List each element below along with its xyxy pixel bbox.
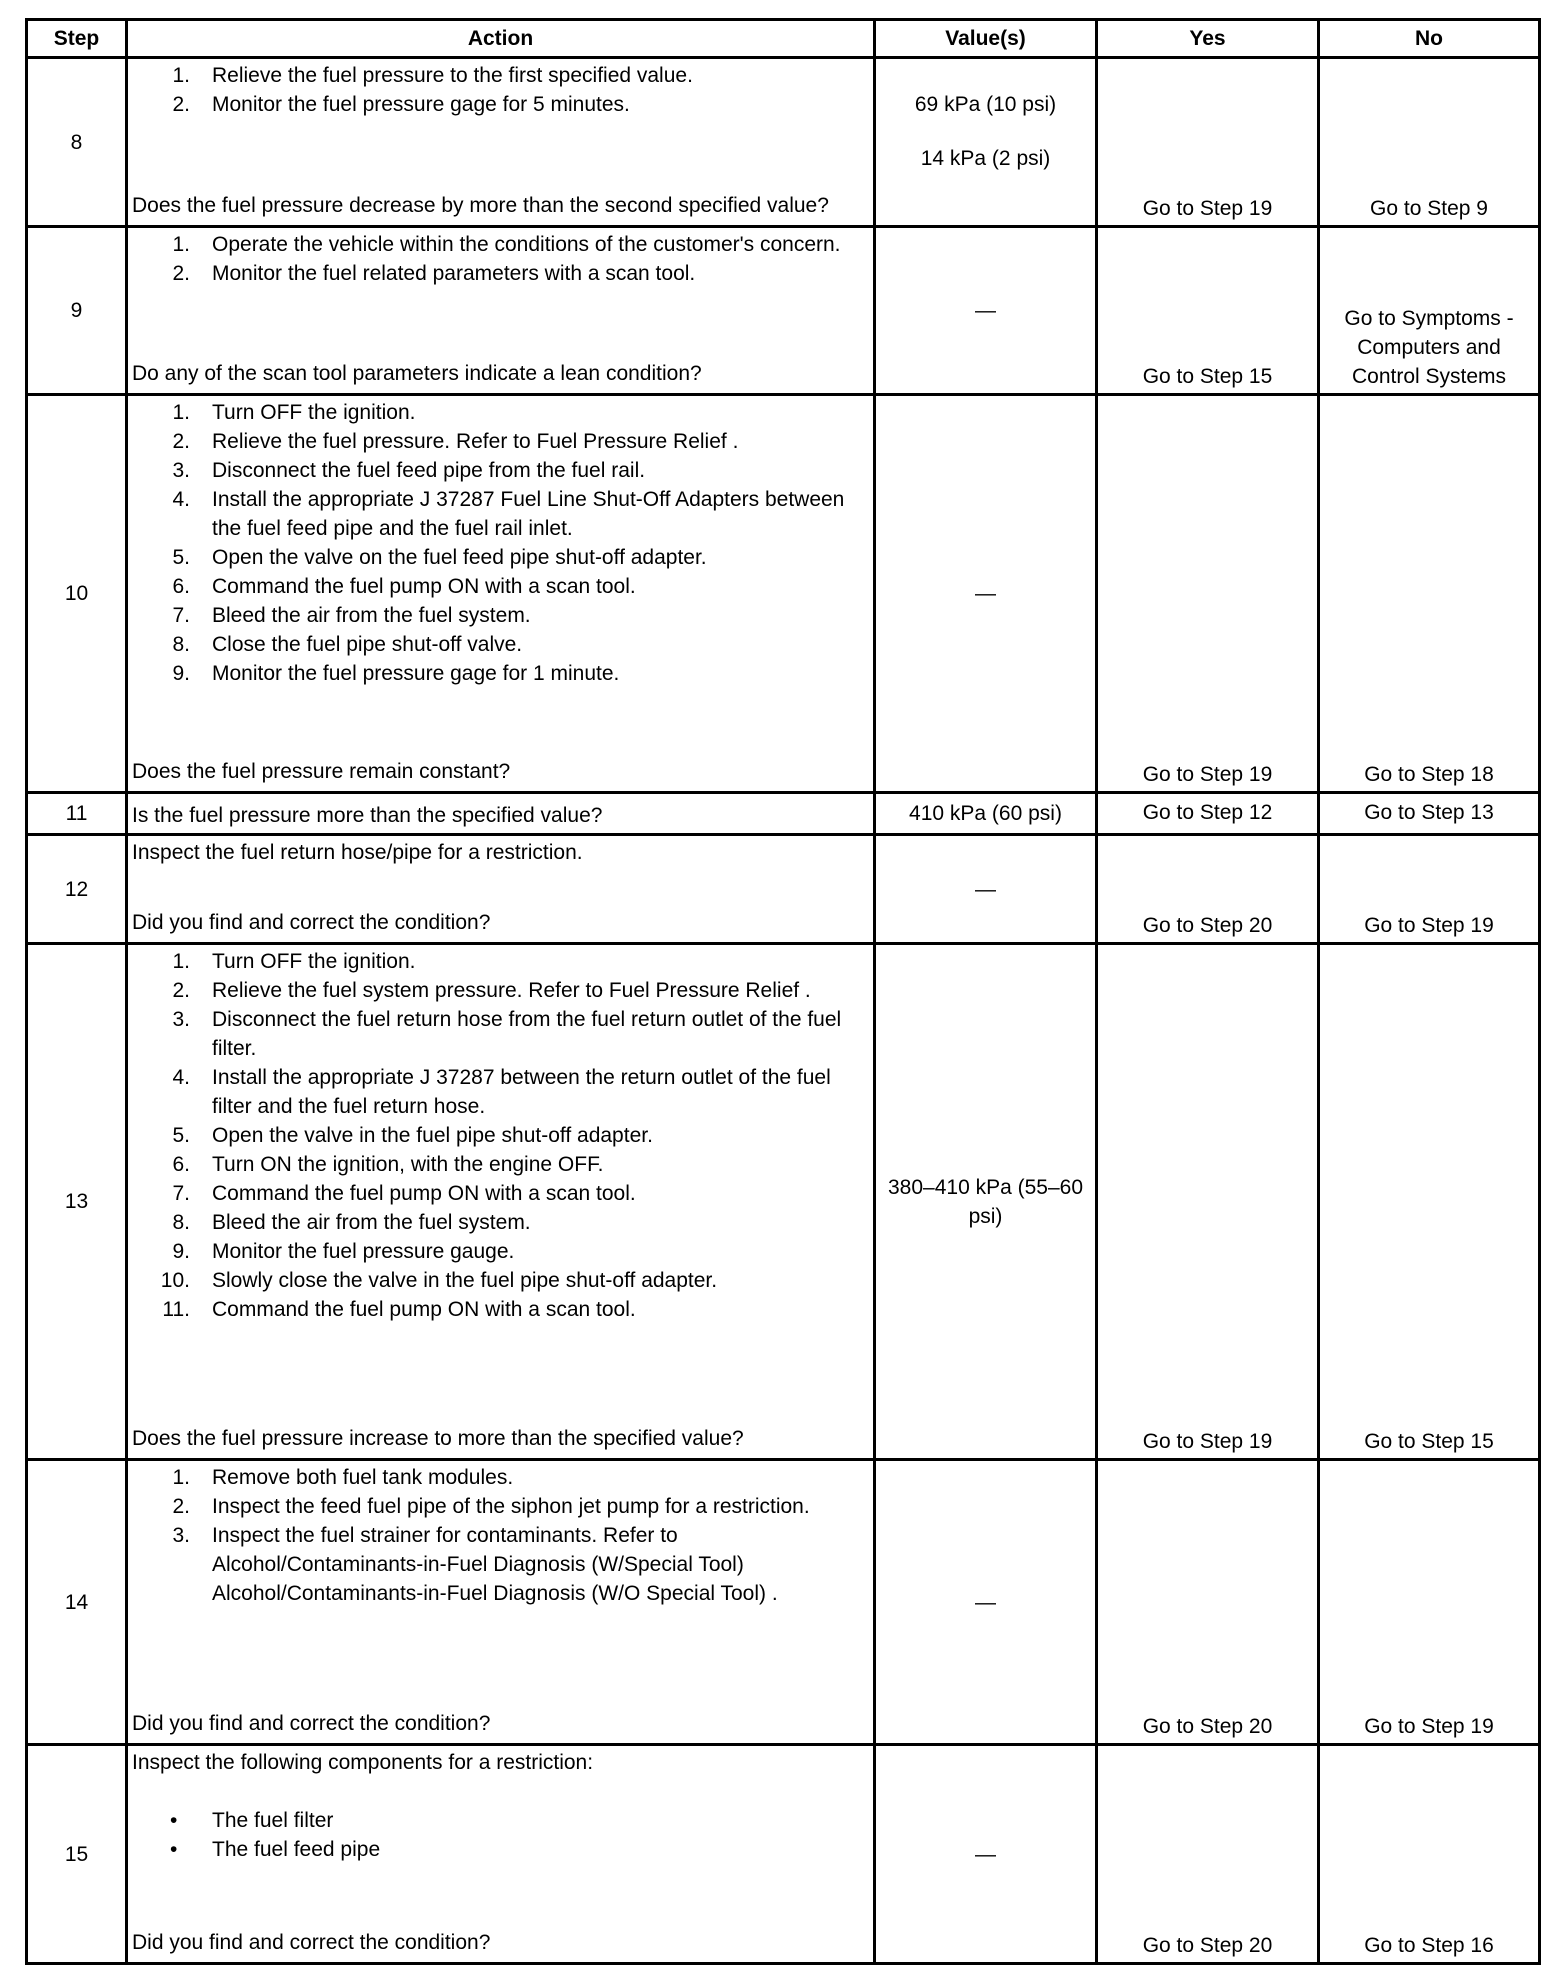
item-number: 3. (172, 459, 190, 482)
no-cell: Go to Symptoms - Computers and Control Systems (1319, 227, 1540, 395)
item-text: Relieve the fuel pressure to the first specified value. (212, 64, 693, 87)
item-text: The fuel filter (212, 1809, 334, 1832)
no-cell: Go to Step 9 (1319, 58, 1540, 227)
values-cell (875, 58, 1097, 227)
step-item (132, 259, 869, 288)
numbered-steps (132, 230, 869, 288)
action-content (132, 1748, 869, 1957)
item-number: 6. (172, 575, 190, 598)
action-cell (127, 793, 875, 835)
item-number: 8. (172, 633, 190, 656)
item-text: Open the valve on the fuel feed pipe shut-off adapter. (212, 546, 707, 569)
action-question: Do any of the scan tool parameters indicate a lean condition? (132, 362, 702, 385)
yes-cell: Go to Step 20 (1097, 1745, 1319, 1964)
bullet-icon: • (170, 1809, 178, 1832)
item-text: Monitor the fuel pressure gauge. (212, 1240, 515, 1263)
item-number: 7. (172, 604, 190, 627)
yes-cell: Go to Step 20 (1097, 835, 1319, 944)
item-text: Relieve the fuel system pressure. Refer to Fuel Pressure Relief . (212, 979, 811, 1002)
item-number: 2. (172, 1495, 190, 1518)
item-text: Remove both fuel tank modules. (212, 1466, 514, 1489)
step-number: 15 (27, 1745, 127, 1964)
yes-cell: Go to Step 19 (1097, 58, 1319, 227)
no-cell: Go to Step 16 (1319, 1745, 1540, 1964)
step-item (132, 90, 869, 119)
step-item (132, 1295, 869, 1324)
item-number: 7. (172, 1182, 190, 1205)
table-row (27, 944, 1540, 1460)
item-number: 5. (172, 1124, 190, 1147)
item-text: Operate the vehicle within the conditions of the customer's concern. (212, 233, 841, 256)
item-text: Monitor the fuel pressure gage for 1 minute. (212, 662, 620, 685)
action-top (132, 230, 869, 288)
step-item (132, 230, 869, 259)
action-content (132, 1463, 869, 1738)
action-top (132, 1463, 869, 1608)
step-number: 13 (27, 944, 127, 1460)
action-top (132, 1748, 869, 1864)
step-item (132, 1063, 869, 1121)
step-item (132, 543, 869, 572)
action-cell (127, 395, 875, 793)
step-number: 14 (27, 1460, 127, 1745)
action-question: Did you find and correct the condition? (132, 1931, 491, 1954)
value-2: 14 kPa (2 psi) (920, 147, 1051, 170)
step-item (132, 659, 869, 688)
item-text: Turn ON the ignition, with the engine OFF. (212, 1153, 604, 1176)
item-number: 2. (172, 262, 190, 285)
value: — (975, 1842, 996, 1866)
step-item (132, 427, 869, 456)
item-text: Monitor the fuel related parameters with a scan tool. (212, 262, 696, 285)
item-number: 3. (172, 1008, 190, 1031)
step-item (132, 1266, 869, 1295)
item-number: 1. (172, 950, 190, 973)
bullet-icon: • (170, 1838, 178, 1861)
value: — (975, 299, 996, 322)
item-number: 2. (172, 430, 190, 453)
step-number: 10 (27, 395, 127, 793)
values-cell (875, 227, 1097, 395)
values-cell (875, 944, 1097, 1460)
item-number: 6. (172, 1153, 190, 1176)
step-item (132, 1208, 869, 1237)
action-top (132, 947, 869, 1324)
no-cell: Go to Step 15 (1319, 944, 1540, 1460)
action-question: Did you find and correct the condition? (132, 1712, 491, 1735)
table-row (27, 1745, 1540, 1964)
step-number: 9 (27, 227, 127, 395)
step-number: 11 (27, 793, 127, 835)
header-yes: Yes (1097, 20, 1319, 58)
step-item (132, 485, 869, 543)
action-content (132, 61, 869, 220)
action-content (132, 838, 869, 937)
item-number: 1. (172, 233, 190, 256)
header-values: Value(s) (875, 20, 1097, 58)
bullet-list (132, 1806, 869, 1864)
value: — (975, 877, 996, 901)
bullet-item (132, 1806, 869, 1835)
no-cell: Go to Step 18 (1319, 395, 1540, 793)
step-item (132, 1121, 869, 1150)
yes-cell: Go to Step 19 (1097, 944, 1319, 1460)
item-number: 2. (172, 979, 190, 1002)
item-text: The fuel feed pipe (212, 1838, 381, 1861)
item-number: 1. (172, 64, 190, 87)
action-content (132, 398, 869, 786)
item-text: Close the fuel pipe shut-off valve. (212, 633, 523, 656)
item-text: Open the valve in the fuel pipe shut-off adapter. (212, 1124, 653, 1147)
table-row (27, 58, 1540, 227)
item-text: Disconnect the fuel return hose from the fuel return outlet of the fuel filter. (212, 1008, 842, 1060)
header-row (27, 20, 1540, 58)
step-item (132, 572, 869, 601)
item-text: Install the appropriate J 37287 Fuel Line Shut-Off Adapters between the fuel feed pipe and the fuel rail inlet. (212, 488, 845, 540)
step-item (132, 1237, 869, 1266)
step-item (132, 1521, 869, 1608)
action-question: Does the fuel pressure decrease by more than the second specified value? (132, 194, 829, 217)
action-cell (127, 835, 875, 944)
diagnostic-table (25, 18, 1541, 1965)
step-item (132, 456, 869, 485)
no-cell: Go to Step 13 (1319, 793, 1540, 835)
values-cell (875, 793, 1097, 835)
action-cell (127, 58, 875, 227)
action-content (132, 798, 869, 830)
step-item (132, 976, 869, 1005)
step-item (132, 1179, 869, 1208)
item-text: Turn OFF the ignition. (212, 401, 416, 424)
values-cell (875, 395, 1097, 793)
item-number: 1. (172, 1466, 190, 1489)
action-intro: Inspect the fuel return hose/pipe for a restriction. (132, 841, 583, 864)
step-item (132, 61, 869, 90)
values-cell (875, 1745, 1097, 1964)
action-content (132, 230, 869, 388)
spacer (132, 1777, 869, 1806)
no-cell: Go to Step 19 (1319, 835, 1540, 944)
item-number: 1. (172, 401, 190, 424)
header-step: Step (27, 20, 127, 58)
header-action: Action (127, 20, 875, 58)
action-cell (127, 1745, 875, 1964)
values-cell (875, 835, 1097, 944)
item-number: 4. (172, 1066, 190, 1089)
table-row (27, 793, 1540, 835)
numbered-steps (132, 61, 869, 119)
action-intro: Inspect the following components for a restriction: (132, 1751, 594, 1774)
item-number: 4. (172, 488, 190, 511)
action-cell (127, 1460, 875, 1745)
step-item (132, 1463, 869, 1492)
action-top (132, 61, 869, 119)
table-row (27, 835, 1540, 944)
value: — (975, 1590, 996, 1614)
item-number: 2. (172, 93, 190, 116)
item-text: Inspect the fuel strainer for contaminants. Refer to Alcohol/Contaminants-in-Fuel Diagnosis (W/Special Tool) Alcohol/Contaminants-in-Fuel Diagnosis (W/O Special Tool) . (212, 1524, 778, 1605)
no-cell: Go to Step 19 (1319, 1460, 1540, 1745)
action-cell (127, 944, 875, 1460)
table-row (27, 227, 1540, 395)
item-number: 9. (172, 1240, 190, 1263)
action-top (132, 398, 869, 688)
item-number: 11. (162, 1298, 190, 1321)
step-number: 8 (27, 58, 127, 227)
item-number: 10. (160, 1269, 190, 1292)
table-row (27, 1460, 1540, 1745)
action-cell (127, 227, 875, 395)
item-number: 3. (172, 1524, 190, 1547)
item-text: Relieve the fuel pressure. Refer to Fuel Pressure Relief . (212, 430, 739, 453)
action-content (132, 947, 869, 1453)
bullet-item (132, 1835, 869, 1864)
step-item (132, 1492, 869, 1521)
item-text: Slowly close the valve in the fuel pipe shut-off adapter. (212, 1269, 718, 1292)
item-text: Turn OFF the ignition. (212, 950, 416, 973)
item-text: Inspect the feed fuel pipe of the siphon jet pump for a restriction. (212, 1495, 810, 1518)
value: — (975, 582, 996, 605)
numbered-steps (132, 1463, 869, 1608)
item-text: Bleed the air from the fuel system. (212, 604, 531, 627)
action-question: Does the fuel pressure increase to more than the specified value? (132, 1427, 744, 1450)
action-question: Did you find and correct the condition? (132, 911, 491, 934)
step-item (132, 1150, 869, 1179)
header-no: No (1319, 20, 1540, 58)
action-question: Does the fuel pressure remain constant? (132, 760, 511, 783)
yes-cell: Go to Step 19 (1097, 395, 1319, 793)
item-text: Command the fuel pump ON with a scan tool. (212, 1182, 636, 1205)
yes-cell: Go to Step 15 (1097, 227, 1319, 395)
item-text: Bleed the air from the fuel system. (212, 1211, 531, 1234)
action-top (132, 838, 869, 867)
numbered-steps (132, 398, 869, 688)
action-question: Is the fuel pressure more than the specified value? (132, 803, 603, 827)
step-item (132, 398, 869, 427)
value: 410 kPa (60 psi) (909, 802, 1062, 825)
item-text: Monitor the fuel pressure gage for 5 minutes. (212, 93, 630, 116)
item-number: 8. (172, 1211, 190, 1234)
item-text: Disconnect the fuel feed pipe from the fuel rail. (212, 459, 646, 482)
yes-cell: Go to Step 12 (1097, 793, 1319, 835)
item-text: Command the fuel pump ON with a scan tool. (212, 575, 636, 598)
step-item (132, 630, 869, 659)
step-number: 12 (27, 835, 127, 944)
item-text: Install the appropriate J 37287 between the return outlet of the fuel filter and the fuel return hose. (212, 1066, 831, 1118)
numbered-steps (132, 947, 869, 1324)
step-item (132, 947, 869, 976)
value: 380–410 kPa (55–60 psi) (888, 1175, 1083, 1228)
step-item (132, 1005, 869, 1063)
value-1: 69 kPa (10 psi) (914, 93, 1057, 116)
item-text: Command the fuel pump ON with a scan tool. (212, 1298, 636, 1321)
table-row (27, 395, 1540, 793)
step-item (132, 601, 869, 630)
item-number: 9. (172, 662, 190, 685)
values-cell (875, 1460, 1097, 1745)
yes-cell: Go to Step 20 (1097, 1460, 1319, 1745)
item-number: 5. (172, 546, 190, 569)
